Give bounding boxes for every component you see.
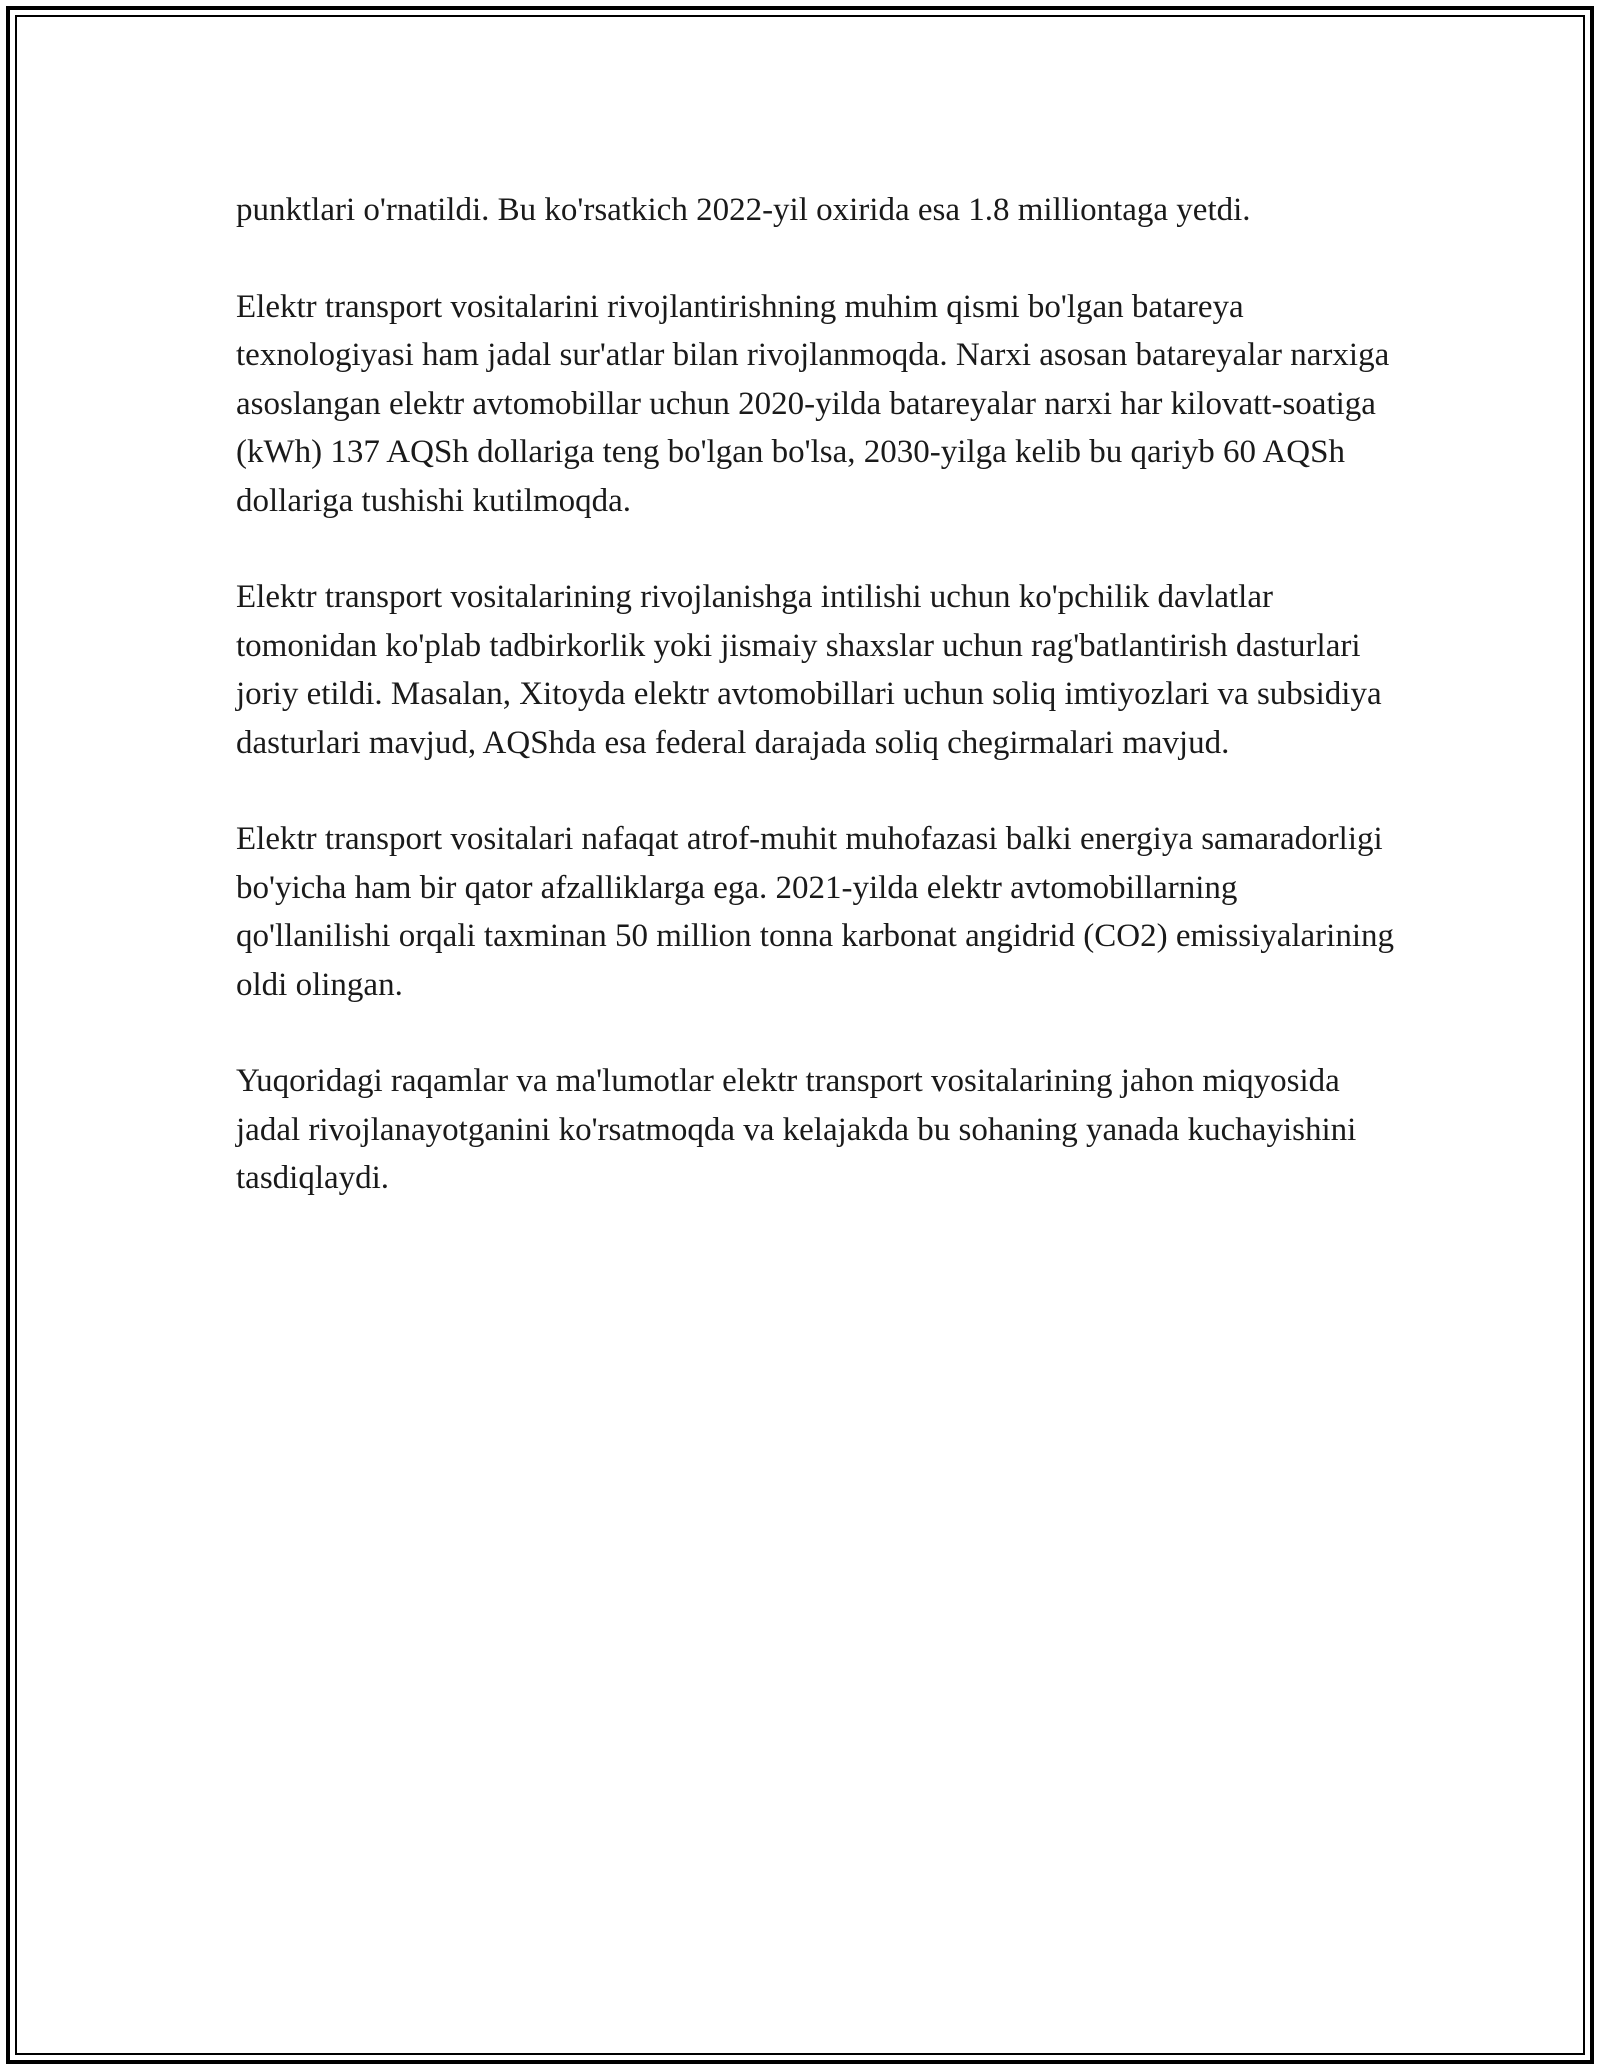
paragraph-5: Yuqoridagi raqamlar va ma'lumotlar elektr transport vositalarining jahon miqyosida jadal rivojlanayotganini ko'rsatmoqda va kelajakda bu sohaning yanada kuchayishini tasdiqlaydi. (236, 1063, 1357, 1196)
paragraph-2: Elektr transport vositalarini rivojlantirishning muhim qismi bo'lgan batareya texnologiyasi ham jadal sur'atlar bilan rivojlanmoqda. Narxi asosan batareyalar narxiga asoslangan elektr avtomobillar uchun 2020-yilda batareyalar narxi har kilovatt-soatiga (kWh) 137 AQSh dollariga teng bo'lgan bo'lsa, 2030-yilga kelib bu qariyb 60 AQSh dollariga tushishi kutilmoqda. (236, 288, 1390, 519)
paragraph-1: punktlari o'rnatildi. Bu ko'rsatkich 2022-yil oxirida esa 1.8 milliontaga yetdi. (236, 192, 1251, 228)
paragraph-4: Elektr transport vositalari nafaqat atrof-muhit muhofazasi balki energiya samaradorligi bo'yicha ham bir qator afzalliklarga ega. 2021-yilda elektr avtomobillarning qo'llanilishi orqali taxminan 50 million tonna karbonat angidrid (CO2) emissiyalarining oldi olingan. (236, 821, 1394, 1003)
document-body (236, 186, 1396, 1251)
paragraph-3: Elektr transport vositalarining rivojlanishga intilishi uchun ko'pchilik davlatlar tomonidan ko'plab tadbirkorlik yoki jismaiy shaxslar uchun rag'batlantirish dasturlari joriy etildi. Masalan, Xitoyda elektr avtomobillari uchun soliq imtiyozlari va subsidiya dasturlari mavjud, AQShda esa federal darajada soliq chegirmalari mavjud. (236, 579, 1382, 761)
